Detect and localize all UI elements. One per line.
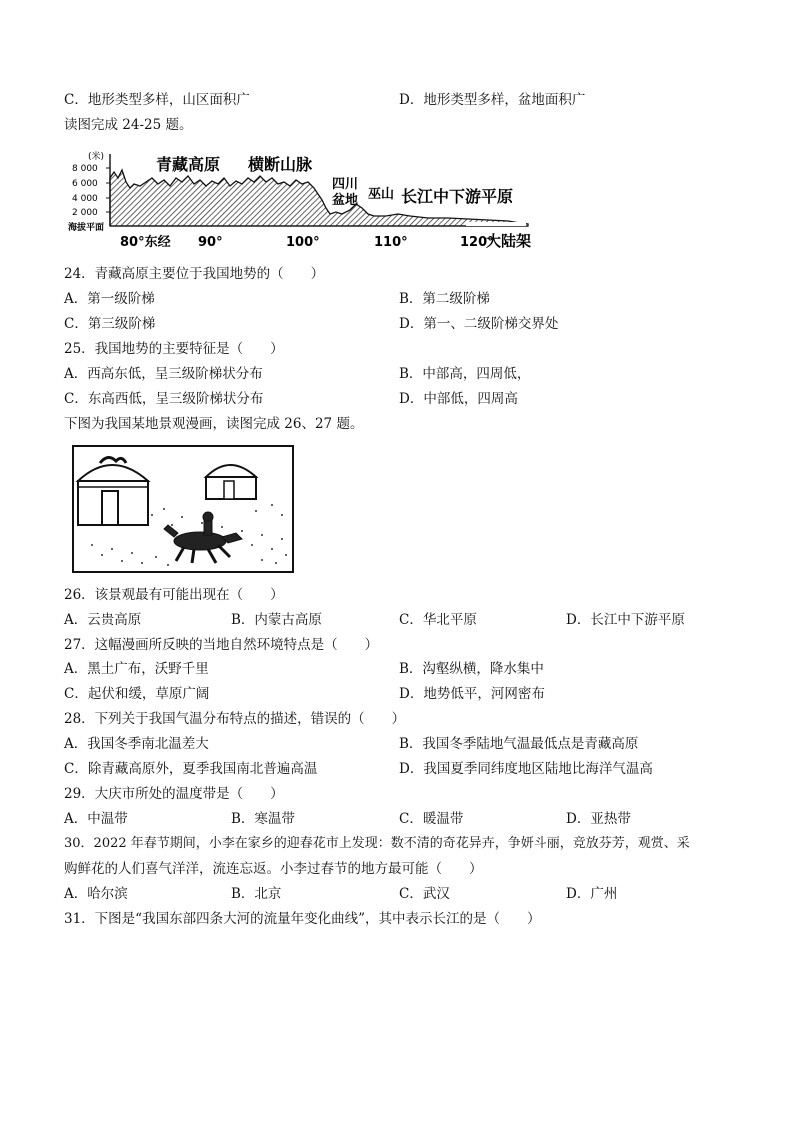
q23-option-d: D．地形类型多样，盆地面积广: [399, 92, 586, 108]
terrain-profile-svg: [68, 148, 550, 252]
landscape-cartoon-svg: [72, 445, 294, 573]
sea-level-label: 海拔平面: [68, 223, 105, 233]
lon-110: 110°: [374, 235, 408, 250]
q30-option-d: D．广州: [566, 886, 618, 902]
q25-stem: 25．我国地势的主要特征是（ ）: [64, 341, 284, 357]
q29-option-b: B．寒温带: [231, 811, 295, 827]
q26-option-c: C．华北平原: [399, 612, 477, 628]
q28-option-d: D．我国夏季同纬度地区陆地比海洋气温高: [399, 761, 653, 777]
small-yurt: [206, 465, 256, 499]
q25-option-c: C．东高西低，呈三级阶梯状分布: [64, 391, 264, 407]
q26-option-a: A．云贵高原: [64, 612, 142, 628]
q25-option-a: A．西高东低，呈三级阶梯状分布: [64, 366, 263, 382]
q29-option-d: D．亚热带: [566, 811, 631, 827]
y-tick-6000: 6 000: [72, 179, 98, 189]
q28-stem: 28．下列关于我国气温分布特点的描述，错误的（ ）: [64, 711, 406, 727]
y-tick-8000: 8 000: [72, 164, 98, 174]
label-wushan: 巫山: [368, 187, 395, 202]
q29-option-a: A．中温带: [64, 811, 128, 827]
q24-option-d: D．第一、二级阶梯交界处: [399, 316, 559, 332]
q30-option-a: A．哈尔滨: [64, 886, 128, 902]
q27-option-d: D．地势低平，河网密布: [399, 686, 545, 702]
label-sichuan-2: 盆地: [332, 193, 359, 208]
label-changjiang-plain: 长江中下游平原: [401, 187, 514, 206]
q23-option-c: C．地形类型多样，山区面积广: [64, 92, 250, 108]
q29-option-c: C．暖温带: [399, 811, 464, 827]
terrain-profile-figure: [68, 148, 550, 252]
landscape-cartoon: [72, 445, 294, 573]
q30-stem-line2: 购鲜花的人们喜气洋洋，流连忘返。小李过春节的地方最可能（ ）: [64, 861, 483, 877]
q25-option-d: D．中部低，四周高: [399, 391, 518, 407]
y-tick-4000: 4 000: [72, 194, 98, 204]
q26-stem: 26．该景观最有可能出现在（ ）: [64, 587, 284, 603]
y-tick-2000: 2 000: [72, 208, 98, 218]
lon-80: 80°东经: [120, 235, 171, 250]
q28-option-b: B．我国冬季陆地气温最低点是青藏高原: [399, 736, 639, 752]
label-qinghai-plateau: 青藏高原: [156, 155, 221, 174]
q29-stem: 29．大庆市所处的温度带是（ ）: [64, 786, 284, 802]
q28-option-a: A．我国冬季南北温差大: [64, 736, 209, 752]
label-sichuan-1: 四川: [332, 177, 359, 192]
label-continental-shelf: 大陆架: [486, 232, 532, 250]
q24-stem: 24．青藏高原主要位于我国地势的（ ）: [64, 266, 325, 282]
q30-option-c: C．武汉: [399, 886, 450, 902]
lon-120: 120°: [460, 235, 494, 250]
intro-26-27: 下图为我国某地景观漫画，读图完成 26、27 题。: [64, 416, 364, 432]
q24-option-c: C．第三级阶梯: [64, 316, 156, 332]
q27-option-c: C．起伏和缓，草原广阔: [64, 686, 210, 702]
q31-stem: 31．下图是“我国东部四条大河的流量年变化曲线”，其中表示长江的是（ ）: [64, 911, 541, 927]
q27-option-a: A．黑土广布，沃野千里: [64, 661, 209, 677]
q26-option-d: D．长江中下游平原: [566, 612, 685, 628]
intro-24-25: 读图完成 24-25 题。: [64, 117, 193, 133]
lon-100: 100°: [286, 235, 320, 250]
q27-option-b: B．沟壑纵横，降水集中: [399, 661, 544, 677]
q27-stem: 27．这幅漫画所反映的当地自然环境特点是（ ）: [64, 637, 379, 653]
q26-option-b: B．内蒙古高原: [231, 612, 322, 628]
q24-option-b: B．第二级阶梯: [399, 291, 490, 307]
q24-option-a: A．第一级阶梯: [64, 291, 155, 307]
label-hengduan-mountains: 横断山脉: [248, 155, 313, 174]
q30-stem-line1: 30．2022 年春节期间，小李在家乡的迎春花市上发现：数不清的奇花异卉，争妍斗丽，竞放芬芳，观赏、采: [64, 836, 690, 851]
y-axis-unit: (米): [88, 152, 105, 162]
lon-90: 90°: [198, 235, 223, 250]
q28-option-c: C．除青藏高原外，夏季我国南北普遍高温: [64, 761, 318, 777]
q30-option-b: B．北京: [231, 886, 282, 902]
q25-option-b: B．中部高，四周低，: [399, 366, 531, 382]
